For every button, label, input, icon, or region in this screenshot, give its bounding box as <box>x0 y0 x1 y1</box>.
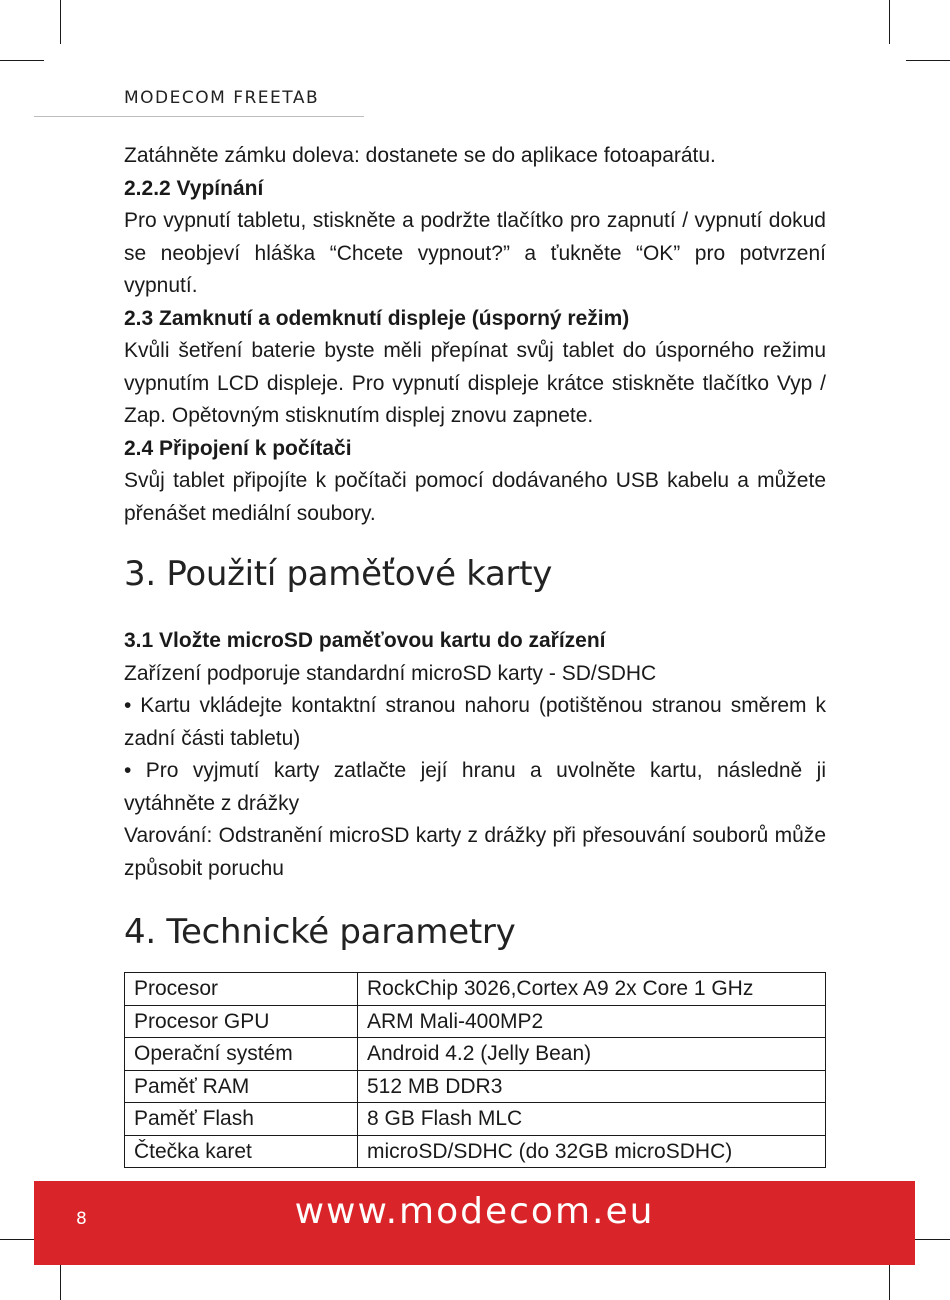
spec-key: Procesor GPU <box>125 1005 358 1038</box>
spec-value: Android 4.2 (Jelly Bean) <box>358 1038 826 1071</box>
page-number: 8 <box>76 1209 87 1229</box>
heading-2-4: 2.4 Připojení k počítači <box>124 436 352 460</box>
paragraph-3-1-line: Zařízení podporuje standardní microSD karty - SD/SDHC <box>124 661 657 685</box>
spec-value: RockChip 3026,Cortex A9 2x Core 1 GHz <box>358 973 826 1006</box>
spec-key: Čtečka karet <box>125 1135 358 1168</box>
spec-table <box>124 972 826 1168</box>
table-row <box>125 1005 826 1038</box>
table-row <box>125 973 826 1006</box>
chapter-3-title: 3. Použití paměťové karty <box>124 554 553 594</box>
website-url[interactable]: www.modecom.eu <box>294 1191 655 1232</box>
spec-key: Paměť RAM <box>125 1070 358 1103</box>
header-rule <box>34 116 364 117</box>
spec-key: Operační systém <box>125 1038 358 1071</box>
intro-paragraph: Zatáhněte zámku doleva: dostanete se do aplikace fotoaparátu. <box>124 144 716 167</box>
section-3-content <box>124 625 826 885</box>
spec-value: 8 GB Flash MLC <box>358 1103 826 1136</box>
table-row <box>125 1135 826 1168</box>
paragraph-2-4: Svůj tablet připojíte k počítači pomocí dodávaného USB kabelu a můžete přenášet mediální soubory. <box>124 469 826 525</box>
running-header: MODECOM FREETAB <box>124 88 320 108</box>
footer-bar <box>34 1181 915 1265</box>
paragraph-2-3: Kvůli šetření baterie byste měli přepínat svůj tablet do úsporného režimu vypnutím LCD displeje. Pro vypnutí displeje krátce stiskněte tlačítko Vyp / Zap. Opětovným stisknutím displej znovu zapnete. <box>124 339 826 427</box>
spec-value: microSD/SDHC (do 32GB microSDHC) <box>358 1135 826 1168</box>
bullet-remove-card: • Pro vyjmutí karty zatlačte její hranu a uvolněte kartu, následně ji vytáhněte z drážky <box>124 759 826 815</box>
bullet-insert-card: • Kartu vkládejte kontaktní stranou nahoru (potištěnou stranou směrem k zadní části tabletu) <box>124 694 826 750</box>
crop-mark <box>60 0 61 44</box>
section-2-content <box>124 140 826 530</box>
spec-key: Paměť Flash <box>125 1103 358 1136</box>
heading-3-1: 3.1 Vložte microSD paměťovou kartu do zařízení <box>124 629 606 652</box>
table-row <box>125 1038 826 1071</box>
heading-2-3: 2.3 Zamknutí a odemknutí displeje (úsporný režim) <box>124 306 630 330</box>
spec-value: ARM Mali-400MP2 <box>358 1005 826 1038</box>
spec-value: 512 MB DDR3 <box>358 1070 826 1103</box>
crop-mark <box>906 60 950 61</box>
crop-mark <box>0 60 44 61</box>
chapter-4-title: 4. Technické parametry <box>124 912 516 952</box>
warning-paragraph: Varování: Odstranění microSD karty z drážky při přesouvání souborů může způsobit poruchu <box>124 824 826 880</box>
table-row <box>125 1070 826 1103</box>
heading-2-2-2: 2.2.2 Vypínání <box>124 176 264 200</box>
paragraph-2-2-2: Pro vypnutí tabletu, stiskněte a podržte tlačítko pro zapnutí / vypnutí dokud se neobjeví hláška “Chcete vypnout?” a ťukněte “OK” pro potvrzení vypnutí. <box>124 209 826 297</box>
table-row <box>125 1103 826 1136</box>
spec-key: Procesor <box>125 973 358 1006</box>
crop-mark <box>889 0 890 44</box>
